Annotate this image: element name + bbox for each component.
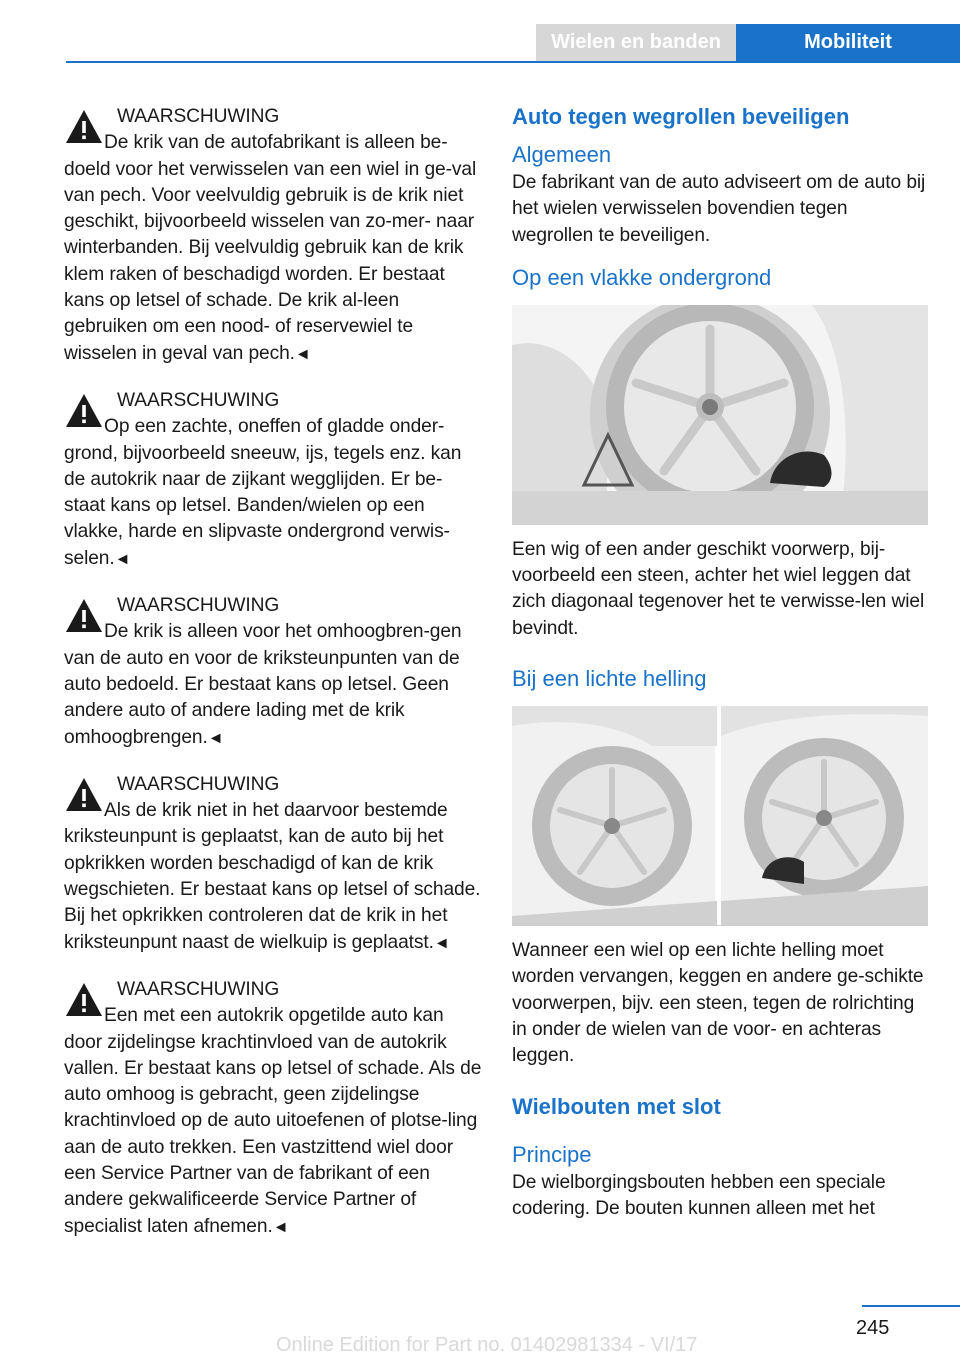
paragraph-flat-ground: Een wig of een ander geschikt voorwerp, bij-voorbeeld een steen, achter het wiel leggen dat zich diagonaal tegenover het te verwisse-len wiel bevindt.	[512, 538, 925, 639]
heading-secure-car: Auto tegen wegrollen beveiligen	[512, 104, 850, 129]
warning-title: WAARSCHUWING	[117, 773, 280, 795]
warning-triangle-icon	[64, 107, 104, 147]
warning-text: De krik van de autofabrikant is alleen be-doeld voor het verwisselen van een wiel in ge-val van pech. Voor veelvuldig gebruik is de krik niet geschikt, bijvoorbeeld wisselen van zo-mer- naar winterbanden. Bij veelvuldig gebruik kan de krik klem raken of beschadigd worden. Er bestaat kans op letsel of schade. De krik al-leen gebruiken om een nood- of reservewiel te wisselen in geval van pech.	[64, 132, 477, 364]
heading-slight-slope: Bij een lichte helling	[512, 666, 707, 692]
heading-flat-ground: Op een vlakke ondergrond	[512, 264, 772, 290]
warning-title: WAARSCHUWING	[117, 389, 280, 411]
heading-principle: Principe	[512, 1141, 592, 1167]
warning-title: WAARSCHUWING	[117, 978, 280, 1000]
end-mark: ◄	[207, 729, 224, 747]
warning-text: De krik is alleen voor het omhoogbren-gen van de auto en voor de kriksteunpunten van de auto bedoeld. Er bestaat kans op letsel. Geen andere auto of andere lading met de krik omhoogbrengen.	[64, 621, 462, 748]
footer-rule	[862, 1305, 960, 1307]
warning-triangle-icon	[64, 980, 104, 1020]
right-column	[512, 100, 930, 1222]
end-mark: ◄	[294, 345, 311, 363]
heading-wheel-bolts: Wielbouten met slot	[512, 1093, 721, 1119]
paragraph-principle: De wielborgingsbouten hebben een speciale codering. De bouten kunnen alleen met het	[512, 1171, 886, 1219]
warning-block	[64, 388, 482, 573]
figure-slope	[512, 706, 928, 926]
paragraph-general: De fabrikant van de auto adviseert om de auto bij het wielen verwisselen bovendien tegen wegrollen te beveiligen.	[512, 172, 926, 246]
warning-triangle-icon	[64, 596, 104, 636]
paragraph-slope: Wanneer een wiel op een lichte helling moet worden vervangen, keggen en andere ge-schikte voorwerpen, bijv. een steen, tegen de rolrichting in onder de wielen van de voor- en achteras leggen.	[512, 940, 924, 1067]
figure-flat-ground	[512, 305, 928, 525]
warning-block	[64, 772, 482, 957]
left-column	[64, 100, 482, 1261]
warning-triangle-icon	[64, 391, 104, 431]
end-mark: ◄	[272, 1218, 289, 1236]
warning-title: WAARSCHUWING	[117, 106, 280, 127]
warning-text: Op een zachte, oneffen of gladde onder-grond, bijvoorbeeld sneeuw, ijs, tegels enz. kan de autokrik naar de zijkant wegglijden. Er be-staat kans op letsel. Banden/wielen op een vlakke, harde en slipvaste ondergrond verwis-selen.	[64, 416, 462, 569]
warning-triangle-icon	[64, 775, 104, 815]
warning-title: WAARSCHUWING	[117, 595, 280, 617]
header-chapter-tab[interactable]: Mobiliteit	[736, 24, 960, 61]
header-section-tab[interactable]: Wielen en banden	[536, 24, 736, 61]
warning-text: Als de krik niet in het daarvoor bestemde kriksteunpunt is geplaatst, kan de auto bij het opkrikken worden beschadigd of kan de krik wegschieten. Er bestaat kans op letsel of schade. Bij het opkrikken controleren dat de krik in het kriksteunpunt naast de wielkuip is geplaatst.	[64, 800, 481, 953]
warning-block	[64, 104, 482, 368]
warning-block	[64, 593, 482, 752]
warning-block	[64, 977, 482, 1241]
warning-text: Een met een autokrik opgetilde auto kan door zijdelingse krachtinvloed van de autokrik vallen. Er bestaat kans op letsel of schade. Als de auto omhoog is gebracht, geen zijdelingse krachtinvloed op de auto uitoefenen of plotse-ling aan de auto trekken. Een vastzittend wiel door een Service Partner van de fabrikant of een andere gekwalificeerde Service Partner of specialist laten afnemen.	[64, 1005, 482, 1237]
end-mark: ◄	[114, 550, 131, 568]
header-rule	[66, 61, 960, 63]
wheel-chock-slope-illustration	[512, 706, 928, 926]
heading-general: Algemeen	[512, 142, 612, 167]
wheel-chock-flat-illustration	[512, 305, 928, 525]
edition-footer: Online Edition for Part no. 01402981334 - VI/17	[276, 1334, 698, 1356]
end-mark: ◄	[433, 934, 450, 952]
page-number: 245	[856, 1317, 890, 1339]
